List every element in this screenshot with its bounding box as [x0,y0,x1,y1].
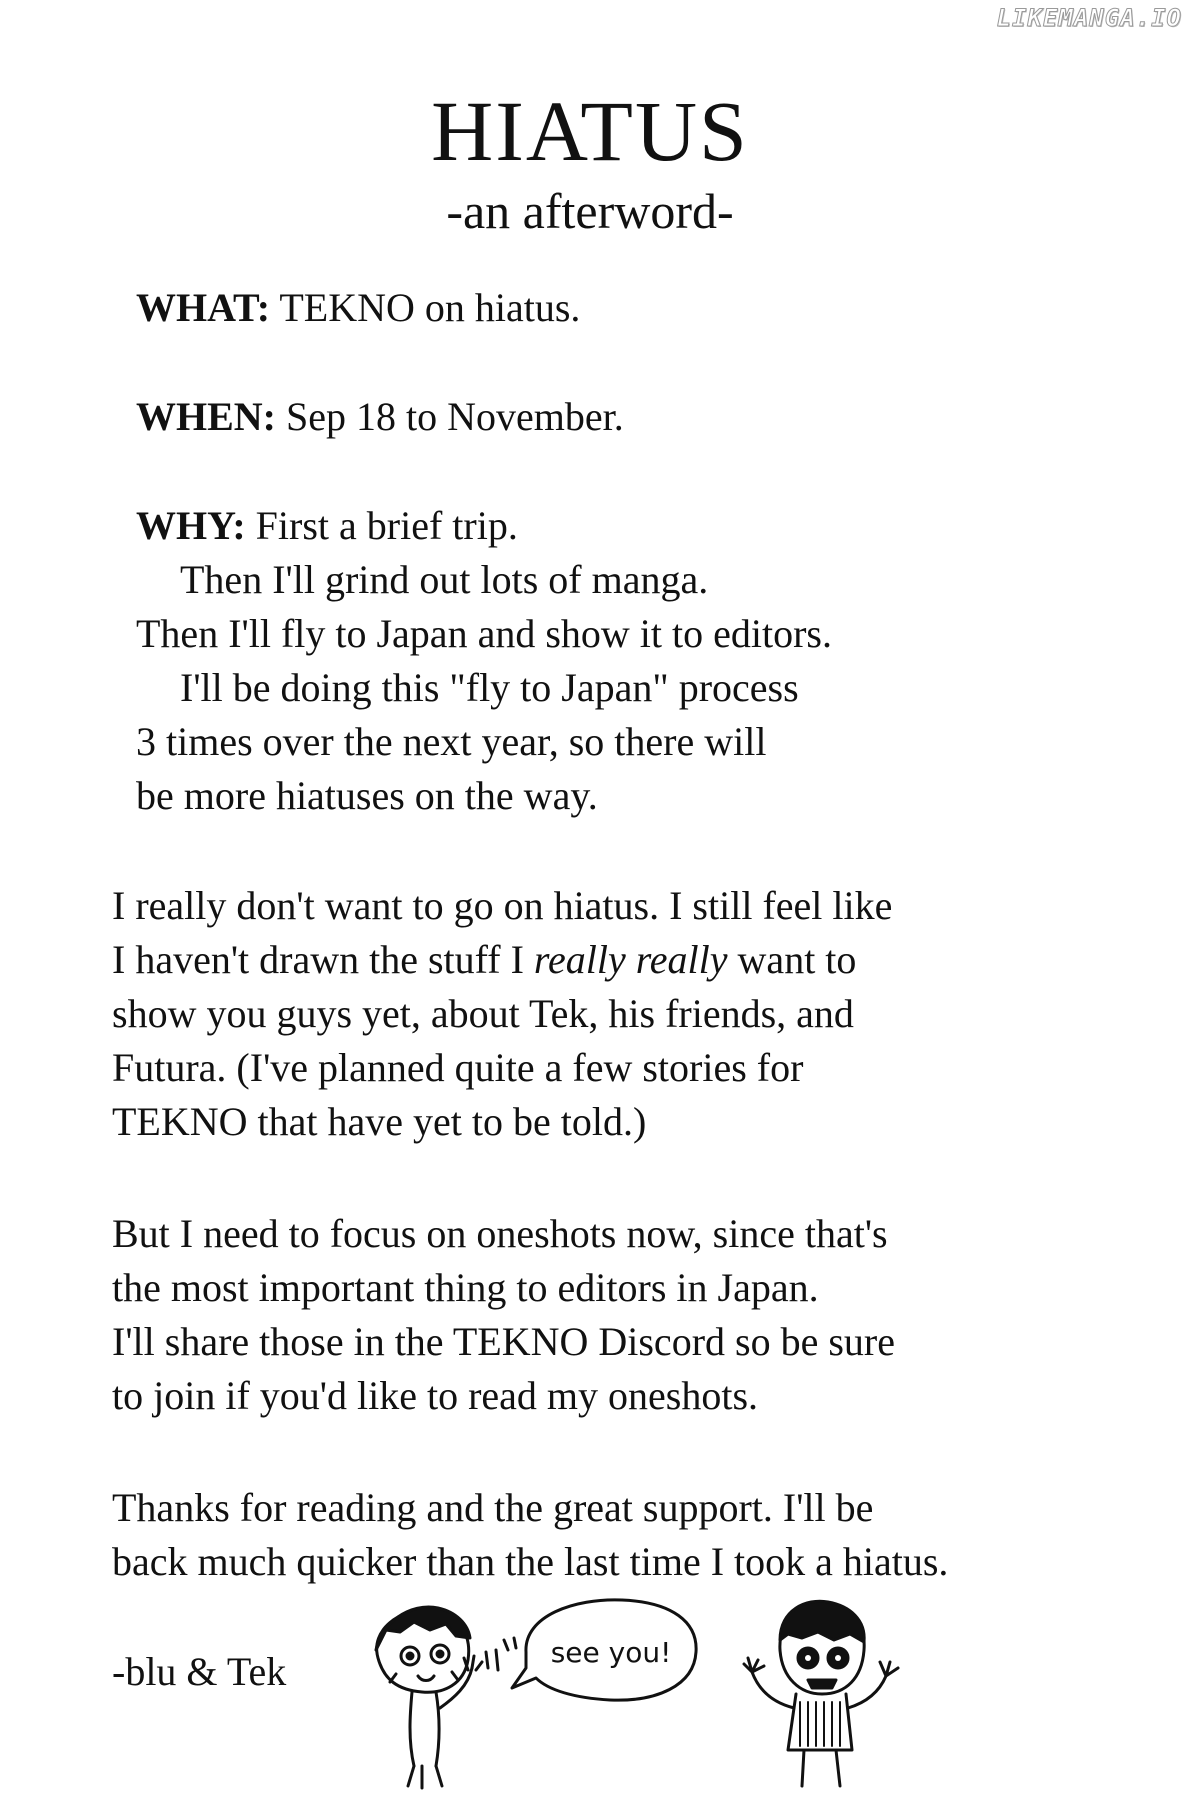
text-run: I haven't drawn the stuff I [112,937,534,982]
what-label: WHAT: [136,285,271,330]
emphasis-text: really really [533,937,728,982]
paragraph-line: to join if you'd like to read my oneshots. [112,1373,759,1418]
paragraph-line: TEKNO that have yet to be told.) [112,1099,647,1144]
why-line-6: be more hiatuses on the way. [136,773,598,818]
tek-character-drawing [744,1601,898,1786]
watermark: LIKEMANGA.IO [996,4,1182,32]
page-subtitle: -an afterword- [446,183,734,239]
paragraph-line [112,933,892,987]
when-line [136,390,624,444]
why-line-4: I'll be doing this "fly to Japan" process [180,665,799,710]
paragraph-thanks [112,1481,948,1589]
why-line-3: Then I'll fly to Japan and show it to editors. [136,611,832,656]
paragraph-line: Futura. (I've planned quite a few stories for [112,1045,804,1090]
blu-character-drawing [376,1607,498,1788]
paragraph-line: Thanks for reading and the great support. I'll be [112,1485,874,1530]
facts-block [136,281,580,335]
doodle-illustration [360,1590,900,1805]
paragraph-hiatus-feelings [112,879,892,1149]
facts-block-why [136,499,832,823]
paragraph-oneshots [112,1207,895,1423]
what-line [136,281,580,335]
paragraph-line: back much quicker than the last time I took a hiatus. [112,1539,949,1584]
doodle-svg [360,1590,900,1800]
signature: -blu & Tek [112,1649,287,1694]
speech-bubble-text: see you! [550,1636,672,1669]
paragraph-line: I'll share those in the TEKNO Discord so be sure [112,1319,895,1364]
why-label: WHY: [136,503,246,548]
when-label: WHEN: [136,394,276,439]
what-text: TEKNO on hiatus. [270,285,581,330]
text-run: want to [727,937,857,982]
paragraph-line: But I need to focus on oneshots now, since that's [112,1211,888,1256]
paragraph-line: I really don't want to go on hiatus. I still feel like [112,883,893,928]
page-title: HIATUS [431,83,749,179]
paragraph-line: show you guys yet, about Tek, his friends, and [112,991,854,1036]
facts-block-when [136,390,624,444]
paragraph-line: the most important thing to editors in Japan. [112,1265,819,1310]
why-text: First a brief trip. [245,503,518,548]
why-line-5: 3 times over the next year, so there will [136,719,767,764]
why-line [136,499,832,553]
when-text: Sep 18 to November. [276,394,624,439]
why-line-2: Then I'll grind out lots of manga. [180,557,709,602]
